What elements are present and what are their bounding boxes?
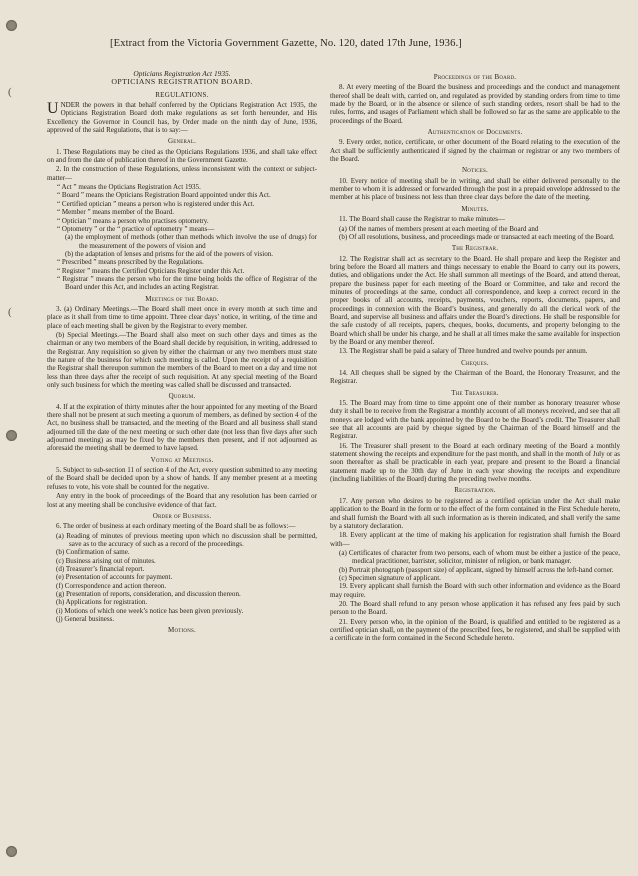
margin-mark: ( [8, 306, 12, 318]
reg-12: 12. The Registrar shall act as secretary to the Board. He shall prepare and keep the Register and bring before the Board all matters and things necessary to enable the Board to carry out its powers, duties, and obligations under the Act. He shall summon all meetings of the Board, and attend thereat, prepare the business paper for each meeting of the Board or Committee, and take and record the minutes of proceedings at the same, conduct all correspondence, and keep a correct record in the proper books of all accounts, receipts, payments, vouchers, reports, documents, papers, and proceedings in connexion with the Board’s business, and generally do all the clerical work of the Board, and supervise all business and affairs under the Board’s directions. He shall be responsible for the safe custody of all receipts, papers, cheques, books, documents, and property belonging to the Board which shall be under his charge, and he shall at all times make the same available for inspection by the Board or any member thereof. [330, 254, 620, 346]
reg-1: 1. These Regulations may be cited as the Opticians Regulations 1936, and shall take effect on and from the date of publication thereof in the Government Gazette. [47, 147, 317, 165]
order-item: (c) Business arising out of minutes. [56, 556, 156, 565]
reg-3b: (b) Special Meetings.—The Board shall also meet on such other days and times as the chairman or any two members of the Board shall decide by requisition, in writing, addressed to the Registrar. Any requisition so given by either the chairman or any two members must state the nature of the business for which such meeting is called. Upon the receipt of a requisition the Registrar shall thereupon summon the members of the Board to meet on a day and time not less than three days after the receipt of such requisition. At any special meeting of the Board only such business for which the meeting was called shall be discussed and transacted. [47, 330, 317, 390]
order-item: (g) Presentation of reports, consideration, and discussion thereon. [56, 589, 241, 598]
reg-4: 4. If at the expiration of thirty minutes after the hour appointed for any meeting of the Board there shall not be present at such meeting a quorum of members, as defined by section 4 of the Act, no business shall be transacted, and the meeting of the Board and all business shall stand adjourned till the date of the next meeting or such other date (not less than five days after such adjourned meeting) as may be fixed by the members then present, and if not adjourned as aforesaid the meeting shall be deemed to have lapsed. [47, 402, 317, 453]
order-heading: Order of Business. [152, 511, 212, 520]
minute-item: (a) Of the names of members present at each meeting of the Board and [339, 224, 539, 233]
cheques-heading: Cheques. [461, 358, 489, 367]
minute-item: (b) Of all resolutions, business, and proceedings made or transacted at each meeting of the Board. [339, 232, 615, 241]
order-item: (f) Correspondence and action thereon. [56, 581, 167, 590]
margin-mark: ( [8, 86, 12, 98]
reg-2: 2. In the construction of these Regulations, unless inconsistent with the context or subject-matter— [47, 165, 317, 182]
motions-heading: Motions. [168, 626, 196, 635]
definition: “ Register ” means the Certified Opticians Register under this Act. [57, 266, 245, 275]
registration-item: (a) Certificates of character from two persons, each of whom must be either a justice of the peace, medical practitioner, barrister, solicitor, minister of religion, or bank manager. [339, 548, 620, 566]
punch-hole [6, 846, 17, 857]
order-item: (d) Treasurer’s financial report. [56, 564, 145, 573]
reg-13: 13. The Registrar shall be paid a salary of Three hundred and twelve pounds per annum. [339, 347, 588, 356]
definition: “ Registrar ” means the person who for the time being holds the office of Registrar of the Board under this Act, and includes an acting Registrar. [57, 274, 317, 292]
meetings-heading: Meetings of the Board. [145, 294, 219, 303]
reg-11: 11. The Board shall cause the Registrar to make minutes— [339, 215, 505, 224]
authentication-heading: Authentication of Documents. [427, 128, 523, 137]
punch-hole [6, 430, 17, 441]
definition: “ Certified optician ” means a person who is registered under this Act. [57, 199, 255, 208]
intro-paragraph: UNDER the powers in that behalf conferred by the Opticians Registration Act 1935, the Opticians Registration Board doth make regulations as set forth hereunder, and His Excellency the Governor in Council has, by Order made on the ninth day of June, 1936, approved of the said Regulations, that is to say:— [47, 100, 317, 135]
order-item: (j) General business. [56, 614, 115, 623]
reg-17: 17. Any person who desires to be registered as a certified optician under the Act shall make application to the Board in the form or to the effect of the form contained in the First Schedule hereto, and shall furnish the Board with all such information as is therein indicated, and shall verify the same by a statutory declaration. [330, 496, 620, 530]
reg-3a: 3. (a) Ordinary Meetings.—The Board shall meet once in every month at such time and place as it shall from time to time appoint. Three clear days’ notice, in writing, of the time and place of each meeting shall be given by the Registrar to every member. [47, 304, 317, 330]
order-item: (i) Motions of which one week’s notice has been given previously. [56, 606, 244, 615]
reg-15: 15. The Board may from time to time appoint one of their number as honorary treasurer whose duty it shall be to receive from the Registrar a monthly account of all moneys received, and see that all moneys are lodged with the bank appointed by the Board to be the Board’s credit. The Treasurer shall see that all accounts are paid by cheque signed by the Chairman of the Board himself and the Registrar. [330, 399, 620, 441]
voting-heading: Voting at Meetings. [150, 455, 214, 464]
reg-5: 5. Subject to sub-section 11 of section 4 of the Act, every question submitted to any meeting of the Board shall be decided upon by a show of hands. If any member present at a meeting refuses to vote, his vote shall be counted for the negative. [47, 466, 317, 491]
reg-10: 10. Every notice of meeting shall be in writing, and shall be either delivered personally to the member to whom it is addressed or forwarded through the post in a prepaid envelope addressed to the member at his place of business not less than three clear days before the date of the meeting. [330, 176, 620, 202]
reg-18: 18. Every applicant at the time of making his application for registration shall furnish the Board with— [330, 531, 620, 548]
reg-21: 21. Every person who, in the opinion of the Board, is qualified and entitled to be registered as a certified optician shall, on the payment of the prescribed fees, be registered, and shall be supplied with a certificate in the form contained in the Second Schedule hereto. [330, 617, 620, 643]
reg-9: 9. Every order, notice, certificate, or other document of the Board relating to the execution of the Act shall be sufficiently authenticated if signed by the chairman or registrar or any two members of the Board. [330, 138, 620, 164]
punch-hole [6, 20, 17, 31]
definition: “ Act ” means the Opticians Registration Act 1935. [57, 183, 201, 192]
board-title: OPTICIANS REGISTRATION BOARD. [111, 77, 253, 87]
act-title: Opticians Registration Act 1935. [133, 69, 231, 78]
registration-heading: Registration. [454, 486, 496, 495]
minutes-heading: Minutes. [461, 204, 489, 213]
order-item: (e) Presentation of accounts for payment. [56, 573, 173, 582]
treasurer-heading: The Treasurer. [451, 388, 499, 397]
order-item: (h) Applications for registration. [56, 598, 148, 607]
notices-heading: Notices. [462, 166, 488, 175]
regulations-heading: REGULATIONS. [155, 90, 209, 99]
definition: “ Member ” means member of the Board. [57, 208, 175, 217]
order-item: (b) Confirmation of same. [56, 548, 130, 557]
definition: “ Optician ” means a person who practises optometry. [57, 216, 209, 225]
general-heading: General. [167, 137, 197, 146]
registrar-heading: The Registrar. [451, 244, 499, 253]
reg-6: 6. The order of business at each ordinary meeting of the Board shall be as follows:— [56, 522, 296, 531]
gazette-extract-header: [Extract from the Victoria Government Gazette, No. 120, dated 17th June, 1936.] [110, 38, 462, 49]
quorum-heading: Quorum. [168, 392, 196, 401]
reg-5b: Any entry in the book of proceedings of the Board that any resolution has been carried or lost at any meeting shall be conclusive evidence of that fact. [47, 492, 317, 509]
definition: “ Optometry ” or the “ practice of optometry ” means— [57, 224, 215, 233]
drop-cap: U [47, 100, 59, 118]
binder-holes [6, 0, 22, 876]
registration-item: (c) Specimen signature of applicant. [339, 573, 441, 582]
sub-definition: (b) the adaptation of lenses and prisms for the aid of the powers of vision. [65, 249, 274, 258]
reg-16: 16. The Treasurer shall present to the Board at each ordinary meeting of the Board a monthly statement showing the receipts and expenditure for the past month, and shall in the month of July or as soon thereafter as shall be practicable in each year, prepare and present to the Board a financial statement made up to the 30th day of June in each year showing the receipts and expenditure (including liabilities of the Board) during the preceding twelve months. [330, 441, 620, 484]
definition: “ Board ” means the Opticians Registration Board appointed under this Act. [57, 191, 271, 200]
reg-8: 8. At every meeting of the Board the business and proceedings and the conduct and management thereof shall be dealt with, carried on, and regulated as provided by standing orders from time to time made by the Board, or in the absence or silence of such standing orders, resort shall be had to the rules, forms, and usages of Parliament which shall be followed so far as the same are applicable to the proceedings of the Board. [330, 83, 620, 125]
reg-14: 14. All cheques shall be signed by the Chairman of the Board, the Honorary Treasurer, and the Registrar. [330, 369, 620, 386]
definition: “ Prescribed ” means prescribed by the Regulations. [57, 258, 204, 267]
right-column [330, 70, 620, 644]
order-item: (a) Reading of minutes of previous meeting upon which no discussion shall be permitted, save as to the accuracy of such as a record of the proceedings. [56, 531, 317, 548]
reg-19: 19. Every applicant shall furnish the Board with such other information and evidence as the Board may require. [330, 582, 620, 599]
registration-item: (b) Portrait photograph (passport size) of applicant, signed by himself across the left-hand corner. [339, 565, 614, 574]
reg-20: 20. The Board shall refund to any person whose application it has refused any fees paid by such person to the Board. [330, 599, 620, 617]
sub-definition: (a) the employment of methods (other than methods which involve the use of drugs) for the measurement of the powers of vision and [65, 233, 317, 250]
proceedings-heading: Proceedings of the Board. [433, 73, 517, 81]
left-column [47, 70, 317, 637]
